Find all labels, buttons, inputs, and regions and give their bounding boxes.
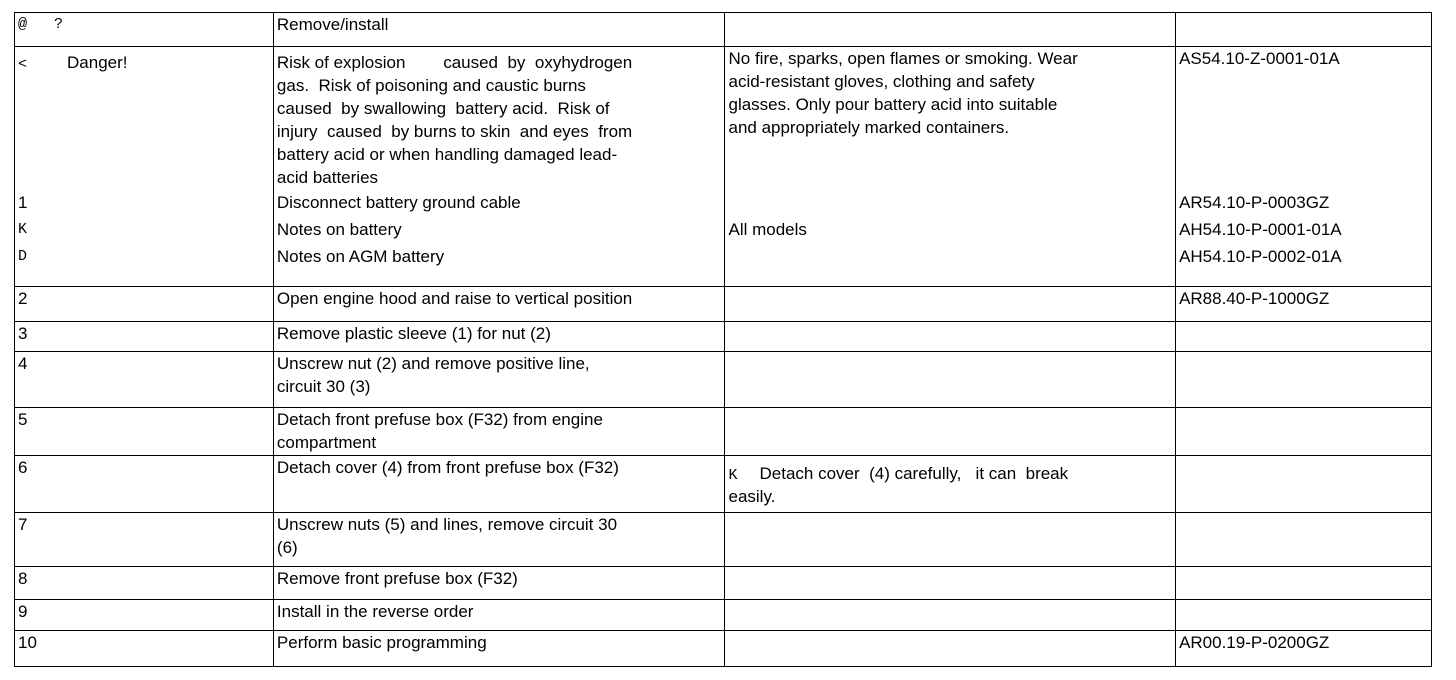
sub-step-note <box>728 243 1172 270</box>
step-reference <box>1176 567 1432 600</box>
step-number: 10 <box>15 631 274 667</box>
table-row-danger <box>15 47 1432 287</box>
step-action: Unscrew nut (2) and remove positive line, circuit 30 (3) <box>273 352 725 408</box>
danger-label: Danger! <box>67 53 128 72</box>
step-reference-link[interactable]: AR88.40-P-1000GZ <box>1176 287 1432 322</box>
step-number: 2 <box>15 287 274 322</box>
step-action: Remove front prefuse box (F32) <box>273 567 725 600</box>
step-note: K Detach cover (4) carefully, it can break easily. <box>725 456 1176 513</box>
step-action: Install in the reverse order <box>273 600 725 631</box>
step-number: 3 <box>15 322 274 352</box>
danger-text-line: gas. Risk of poisoning and caustic burns <box>276 76 586 95</box>
sub-step-action: Disconnect battery ground cable <box>276 193 521 212</box>
danger-text-line: battery acid or when handling damaged lead- <box>276 145 618 164</box>
warning-icon: < <box>18 56 28 73</box>
table-row <box>15 352 1432 408</box>
step-note <box>725 322 1176 352</box>
step-action: Perform basic programming <box>273 631 725 667</box>
step-number: 5 <box>15 408 274 456</box>
danger-text-line: caused by swallowing battery acid. Risk of <box>276 99 610 118</box>
step-action: Unscrew nuts (5) and lines, remove circuit 30 (6) <box>273 513 725 567</box>
step-note <box>725 600 1176 631</box>
step-note <box>725 408 1176 456</box>
step-action: Open engine hood and raise to vertical position <box>273 287 725 322</box>
danger-note-line: glasses. Only pour battery acid into suitable <box>728 95 1058 114</box>
table-row <box>15 408 1432 456</box>
sub-step-note: All models <box>728 220 807 239</box>
table-row <box>15 567 1432 600</box>
danger-note-cell <box>725 47 1176 287</box>
sub-step-action: Notes on battery <box>276 220 402 239</box>
step-note <box>725 287 1176 322</box>
sub-step-marker: 1 <box>18 193 28 212</box>
sub-step-reference-link[interactable]: AH54.10-P-0001-01A <box>1179 220 1342 239</box>
danger-text-line: Risk of explosion caused by oxyhydrogen <box>276 53 633 72</box>
procedure-table <box>14 12 1432 667</box>
sub-step-action: Notes on AGM battery <box>276 247 445 266</box>
step-number: 8 <box>15 567 274 600</box>
note-icon: K <box>18 221 28 238</box>
step-number: 9 <box>15 600 274 631</box>
danger-text-line: acid batteries <box>276 168 379 187</box>
table-row <box>15 513 1432 567</box>
step-note <box>725 513 1176 567</box>
table-row <box>15 456 1432 513</box>
step-reference-link[interactable]: AR00.19-P-0200GZ <box>1176 631 1432 667</box>
step-reference <box>1176 513 1432 567</box>
step-action: Detach front prefuse box (F32) from engine compartment <box>273 408 725 456</box>
step-number: 6 <box>15 456 274 513</box>
step-note <box>725 352 1176 408</box>
step-note <box>725 631 1176 667</box>
danger-reference-link[interactable]: AS54.10-Z-0001-01A <box>1179 49 1340 68</box>
header-note <box>725 13 1176 47</box>
agm-note-icon: D <box>18 248 28 265</box>
step-reference <box>1176 456 1432 513</box>
step-number: 7 <box>15 513 274 567</box>
table-row-header <box>15 13 1432 47</box>
danger-text-line: injury caused by burns to skin and eyes from <box>276 122 633 141</box>
danger-marker-cell <box>15 47 274 287</box>
danger-note <box>728 47 1172 189</box>
danger-text <box>277 51 722 189</box>
header-reference <box>1176 13 1432 47</box>
table-row <box>15 600 1432 631</box>
table-row <box>15 287 1432 322</box>
step-number: 4 <box>15 352 274 408</box>
header-symbols: @ ? <box>15 13 274 47</box>
sub-step-note <box>728 189 1172 216</box>
sub-step-reference-link[interactable]: AH54.10-P-0002-01A <box>1179 247 1342 266</box>
table-row <box>15 322 1432 352</box>
step-action: Detach cover (4) from front prefuse box (F32) <box>273 456 725 513</box>
danger-reference-cell <box>1176 47 1432 287</box>
danger-note-line: No fire, sparks, open flames or smoking. Wear <box>728 49 1078 68</box>
danger-note-line: and appropriately marked containers. <box>728 118 1010 137</box>
step-reference <box>1176 408 1432 456</box>
sub-step-reference-link[interactable]: AR54.10-P-0003GZ <box>1179 193 1330 212</box>
step-reference <box>1176 352 1432 408</box>
step-reference <box>1176 600 1432 631</box>
note-icon: K <box>728 467 738 484</box>
header-action: Remove/install <box>273 13 725 47</box>
danger-text-cell <box>273 47 725 287</box>
step-reference <box>1176 322 1432 352</box>
step-note <box>725 567 1176 600</box>
danger-note-line: acid-resistant gloves, clothing and safety <box>728 72 1035 91</box>
table-row <box>15 631 1432 667</box>
step-action: Remove plastic sleeve (1) for nut (2) <box>273 322 725 352</box>
